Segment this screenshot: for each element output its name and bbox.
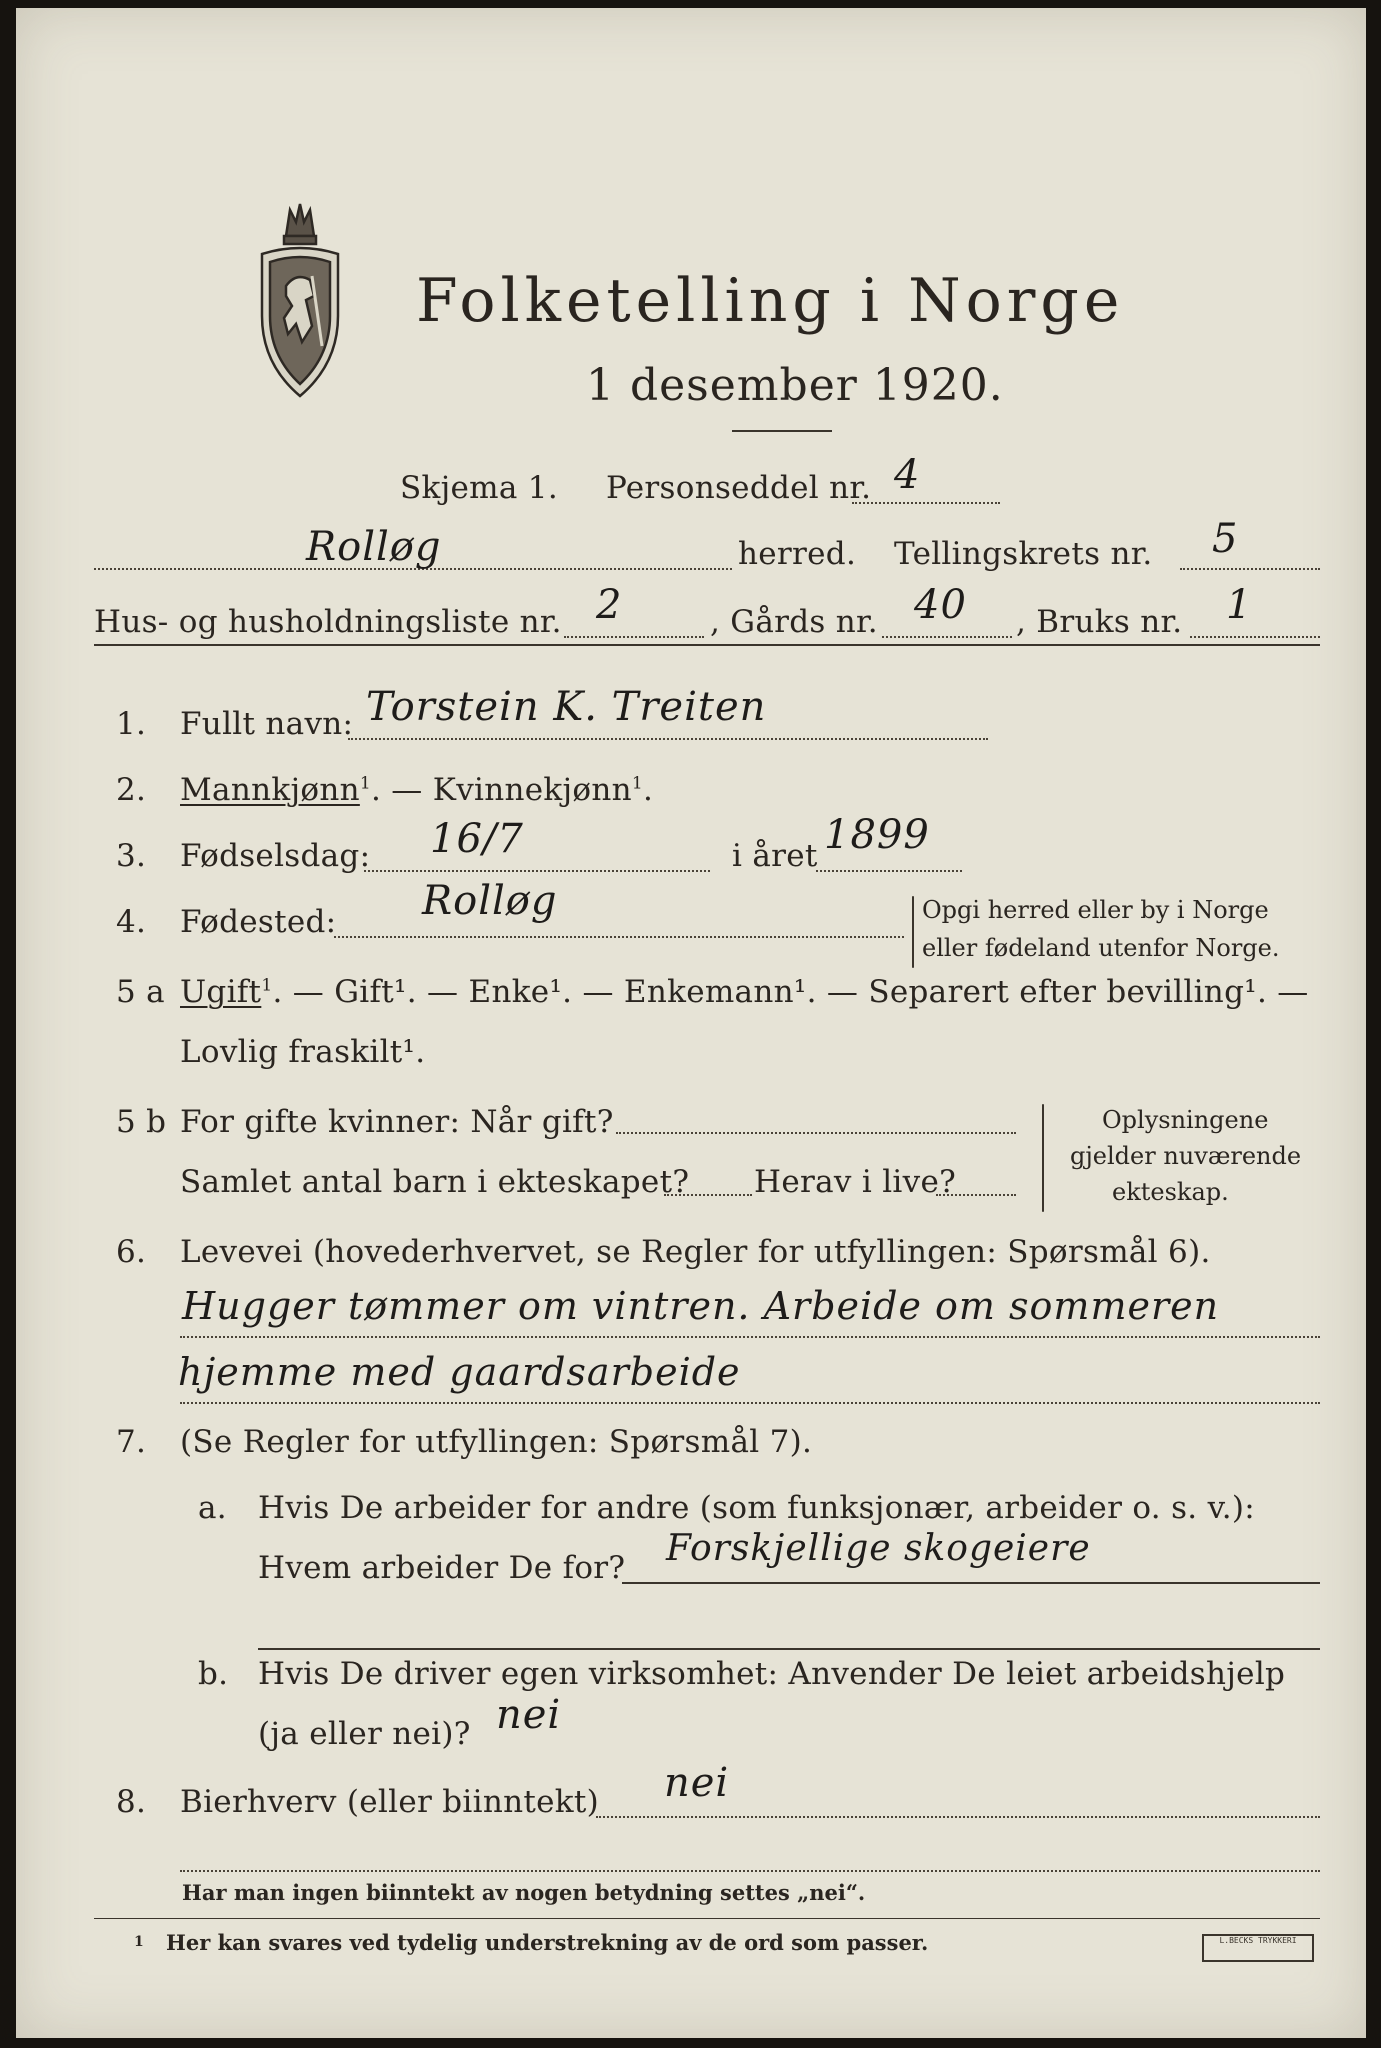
census-form-sheet bbox=[16, 8, 1366, 2038]
q4-note-2: eller fødeland utenfor Norge. bbox=[922, 934, 1280, 962]
option-mannkjonn[interactable]: Mannkjønn bbox=[180, 772, 360, 808]
schema-label: Skjema 1. bbox=[400, 470, 558, 506]
q5b-number: 5 b bbox=[116, 1104, 167, 1140]
printer-stamp: L.BECKS TRYKKERI bbox=[1202, 1934, 1314, 1962]
q7b-question: (ja eller nei)? bbox=[258, 1716, 471, 1752]
occupation-value-2[interactable]: hjemme med gaardsarbeide bbox=[178, 1350, 741, 1394]
footnote: Her kan svares ved tydelig understrekning av de ord som passer. bbox=[166, 1930, 929, 1955]
coat-of-arms-icon bbox=[252, 196, 348, 406]
q7-number: 7. bbox=[116, 1424, 147, 1460]
q8-label: Bierhverv (eller biinntekt) bbox=[180, 1784, 600, 1820]
birth-year-value[interactable]: 1899 bbox=[824, 812, 930, 858]
option-kvinnekjonn[interactable]: Kvinnekjønn bbox=[432, 772, 632, 808]
birthplace-value[interactable]: Rolløg bbox=[422, 878, 558, 924]
q5a-number: 5 a bbox=[116, 974, 165, 1010]
bruks-value[interactable]: 1 bbox=[1226, 582, 1253, 628]
q7b-label: Hvis De driver egen virksomhet: Anvender De leiet arbeidshjelp bbox=[258, 1656, 1286, 1692]
q7a-extra-line bbox=[258, 1648, 1320, 1650]
q5b-note-3: ekteskap. bbox=[1112, 1178, 1229, 1206]
census-date: 1 desember 1920. bbox=[586, 360, 1004, 411]
q4-number: 4. bbox=[116, 904, 147, 940]
gards-value[interactable]: 40 bbox=[914, 582, 967, 628]
q5b-note-2: gjelder nuværende bbox=[1070, 1142, 1302, 1170]
birthday-value[interactable]: 16/7 bbox=[430, 816, 524, 862]
gards-label: , Gårds nr. bbox=[710, 604, 878, 640]
q3-label: Fødselsdag: bbox=[180, 838, 371, 874]
full-name-value[interactable]: Torstein K. Treiten bbox=[366, 684, 767, 730]
q1-label: Fullt navn: bbox=[180, 706, 354, 742]
hus-label: Hus- og husholdningsliste nr. bbox=[94, 604, 562, 640]
personseddel-value[interactable]: 4 bbox=[894, 452, 921, 498]
q2-sex-options: Mannkjønn$^1$. — Kvinnekjønn$^1$. bbox=[180, 772, 654, 808]
q5a-line2: Lovlig fraskilt¹. bbox=[180, 1034, 426, 1070]
employer-value[interactable]: Forskjellige skogeiere bbox=[666, 1528, 1091, 1569]
herred-value[interactable]: Rolløg bbox=[306, 524, 442, 570]
q5a-marital-options: Ugift$^1$. — Gift¹. — Enke¹. — Enkemann¹. — Separert efter bevilling¹. — bbox=[180, 974, 1309, 1010]
occupation-value-1[interactable]: Hugger tømmer om vintren. Arbeide om sommeren bbox=[182, 1284, 1220, 1328]
bruks-label: , Bruks nr. bbox=[1016, 604, 1183, 640]
q7b-letter: b. bbox=[198, 1656, 229, 1692]
q7a-question: Hvem arbeider De for? bbox=[258, 1550, 626, 1586]
q7a-letter: a. bbox=[198, 1490, 227, 1526]
form-title: Folketelling i Norge bbox=[416, 266, 1125, 336]
q6-label: Levevei (hovederhvervet, se Regler for utfyllingen: Spørsmål 6). bbox=[180, 1234, 1211, 1270]
q4-note-1: Opgi herred eller by i Norge bbox=[922, 896, 1269, 924]
q3-number: 3. bbox=[116, 838, 147, 874]
option-ugift[interactable]: Ugift bbox=[180, 974, 262, 1010]
q2-number: 2. bbox=[116, 772, 147, 808]
birth-year-label: i året bbox=[732, 838, 818, 874]
tellingskrets-value[interactable]: 5 bbox=[1212, 516, 1239, 562]
personseddel-label: Personseddel nr. bbox=[606, 470, 872, 506]
hus-value[interactable]: 2 bbox=[596, 582, 623, 628]
hired-help-value[interactable]: nei bbox=[496, 1692, 562, 1738]
q1-number: 1. bbox=[116, 706, 147, 742]
q5b-label-1: For gifte kvinner: Når gift? bbox=[180, 1104, 614, 1140]
q5b-label-3: Herav i live? bbox=[754, 1164, 957, 1200]
q7-label: (Se Regler for utfyllingen: Spørsmål 7). bbox=[180, 1424, 813, 1460]
q5b-label-2: Samlet antal barn i ekteskapet? bbox=[180, 1164, 690, 1200]
herred-label: herred. bbox=[738, 536, 857, 572]
q6-number: 6. bbox=[116, 1234, 147, 1270]
title-rule bbox=[732, 430, 832, 432]
header-rule bbox=[94, 644, 1320, 646]
q8-number: 8. bbox=[116, 1784, 147, 1820]
tellingskrets-label: Tellingskrets nr. bbox=[894, 536, 1153, 572]
q7a-label: Hvis De arbeider for andre (som funksjonær, arbeider o. s. v.): bbox=[258, 1490, 1256, 1526]
side-income-value[interactable]: nei bbox=[664, 1760, 730, 1806]
q4-label: Fødested: bbox=[180, 904, 337, 940]
q5b-note-1: Oplysningene bbox=[1102, 1106, 1269, 1134]
footer-note: Har man ingen biinntekt av nogen betydning settes „nei“. bbox=[182, 1880, 866, 1905]
footnote-mark: 1 bbox=[134, 1934, 144, 1950]
